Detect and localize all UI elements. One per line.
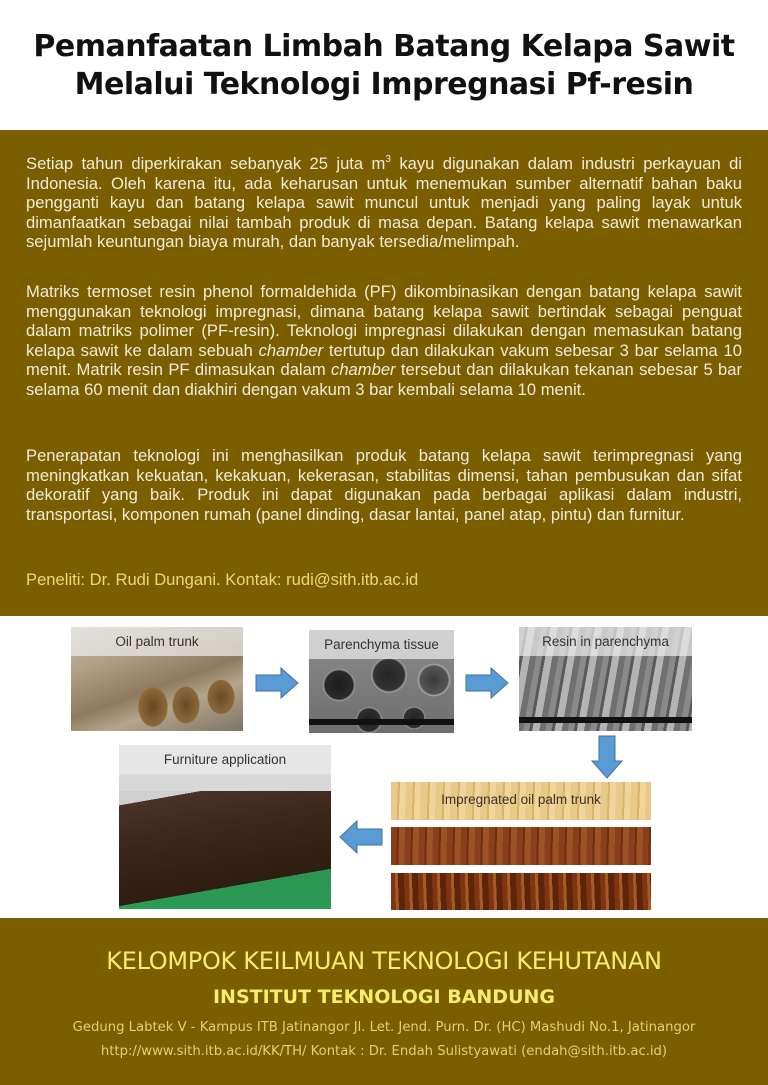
caption-resin-in-parenchyma: Resin in parenchyma	[519, 627, 692, 656]
photo-parenchyma-tissue	[309, 630, 454, 733]
page-title-line-1: Pemanfaatan Limbah Batang Kelapa Sawit	[33, 29, 735, 64]
photo-impregnated-wood-dark	[391, 873, 651, 910]
footer-address: Gedung Labtek V - Kampus ITB Jatinangor Jl. Let. Jend. Purn. Dr. (HC) Mashudi No.1, Jatinangor	[72, 1020, 696, 1035]
sem-scale-bar	[519, 717, 692, 723]
chamber-term: chamber	[258, 340, 324, 360]
photo-impregnated-wood-light	[391, 782, 651, 820]
caption-parenchyma-tissue: Parenchyma tissue	[309, 630, 454, 659]
superscript-3: 3	[385, 154, 391, 165]
caption-impregnated-oil-palm-trunk: Impregnated oil palm trunk	[441, 792, 601, 807]
caption-oil-palm-trunk: Oil palm trunk	[71, 627, 243, 656]
paragraph-method	[26, 282, 742, 400]
arrow-left-icon	[339, 820, 383, 854]
arrow-right-icon	[255, 667, 299, 699]
arrow-right-icon	[465, 667, 509, 699]
chamber-term: chamber	[331, 360, 396, 380]
institution-name: INSTITUT TEKNOLOGI BANDUNG	[212, 986, 555, 1008]
footer-contact-link[interactable]: http://www.sith.itb.ac.id/KK/TH/ Kontak : Dr. Endah Sulistyawati (endah@sith.itb.ac.id)	[100, 1044, 668, 1059]
photo-furniture-application	[119, 745, 331, 909]
paragraph-intro-text-a: Setiap tahun diperkirakan sebanyak 25 juta m	[26, 154, 386, 173]
arrow-down-icon	[591, 735, 623, 779]
paragraph-intro-text-b: kayu digunakan dalam industri perkayuan di Indonesia. Oleh karena itu, ada keharusan untuk menemukan sumber alternatif bahan baku pengganti kayu dan batang kelapa sawit muncul untuk menjadi yang paling layak untuk dimanfaatkan sebagai nilai tambah produk di masa depan. Batang kelapa sawit menawarkan sejumlah keuntungan biaya murah, dan banyak tersedia/melimpah.	[26, 154, 742, 252]
researcher-contact: Peneliti: Dr. Rudi Dungani. Kontak: rudi@sith.itb.ac.id	[26, 570, 419, 589]
title-area	[0, 0, 768, 130]
sem-scale-bar	[309, 719, 454, 725]
photo-resin-in-parenchyma	[519, 627, 692, 731]
caption-furniture-application: Furniture application	[119, 745, 331, 774]
paragraph-method-text-3: tersebut dan dilakukan tekanan sebesar 5 bar selama 60 menit dan diakhiri dengan vakum 3 bar kembali selama 10 menit.	[26, 360, 742, 399]
paragraph-method-text-1: Matriks termoset resin phenol formaldehida (PF) dikombinasikan dengan batang kelapa sawit menggunakan teknologi impregnasi, dimana batang kelapa sawit bertindak sebagai penguat dalam matriks polimer (PF-resin). Teknologi impregnasi dilakukan dengan memasukan batang kelapa sawit ke dalam sebuah	[26, 282, 742, 360]
paragraph-application: Penerapatan teknologi ini menghasilkan produk batang kelapa sawit terimpregnasi yang meningkatkan kekuatan, kekakuan, kekerasan, stabilitas dimensi, tahan pembusukan dan sifat dekoratif yang baik. Produk ini dapat digunakan pada berbagai aplikasi dalam industri, transportasi, komponen rumah (panel dinding, dasar lantai, panel atap, pintu) dan furnitur.	[26, 446, 742, 524]
paragraph-intro	[26, 154, 742, 252]
photo-impregnated-wood-medium	[391, 827, 651, 865]
research-group-name: KELOMPOK KEILMUAN TEKNOLOGI KEHUTANAN	[106, 947, 662, 975]
page-title-line-2: Melalui Teknologi Impregnasi Pf-resin	[74, 67, 694, 102]
paragraph-method-text-2: tertutup dan dilakukan vakum sebesar 3 bar selama 10 menit. Matrik resin PF dimasukan dalam	[26, 340, 742, 380]
photo-oil-palm-trunk	[71, 627, 243, 731]
